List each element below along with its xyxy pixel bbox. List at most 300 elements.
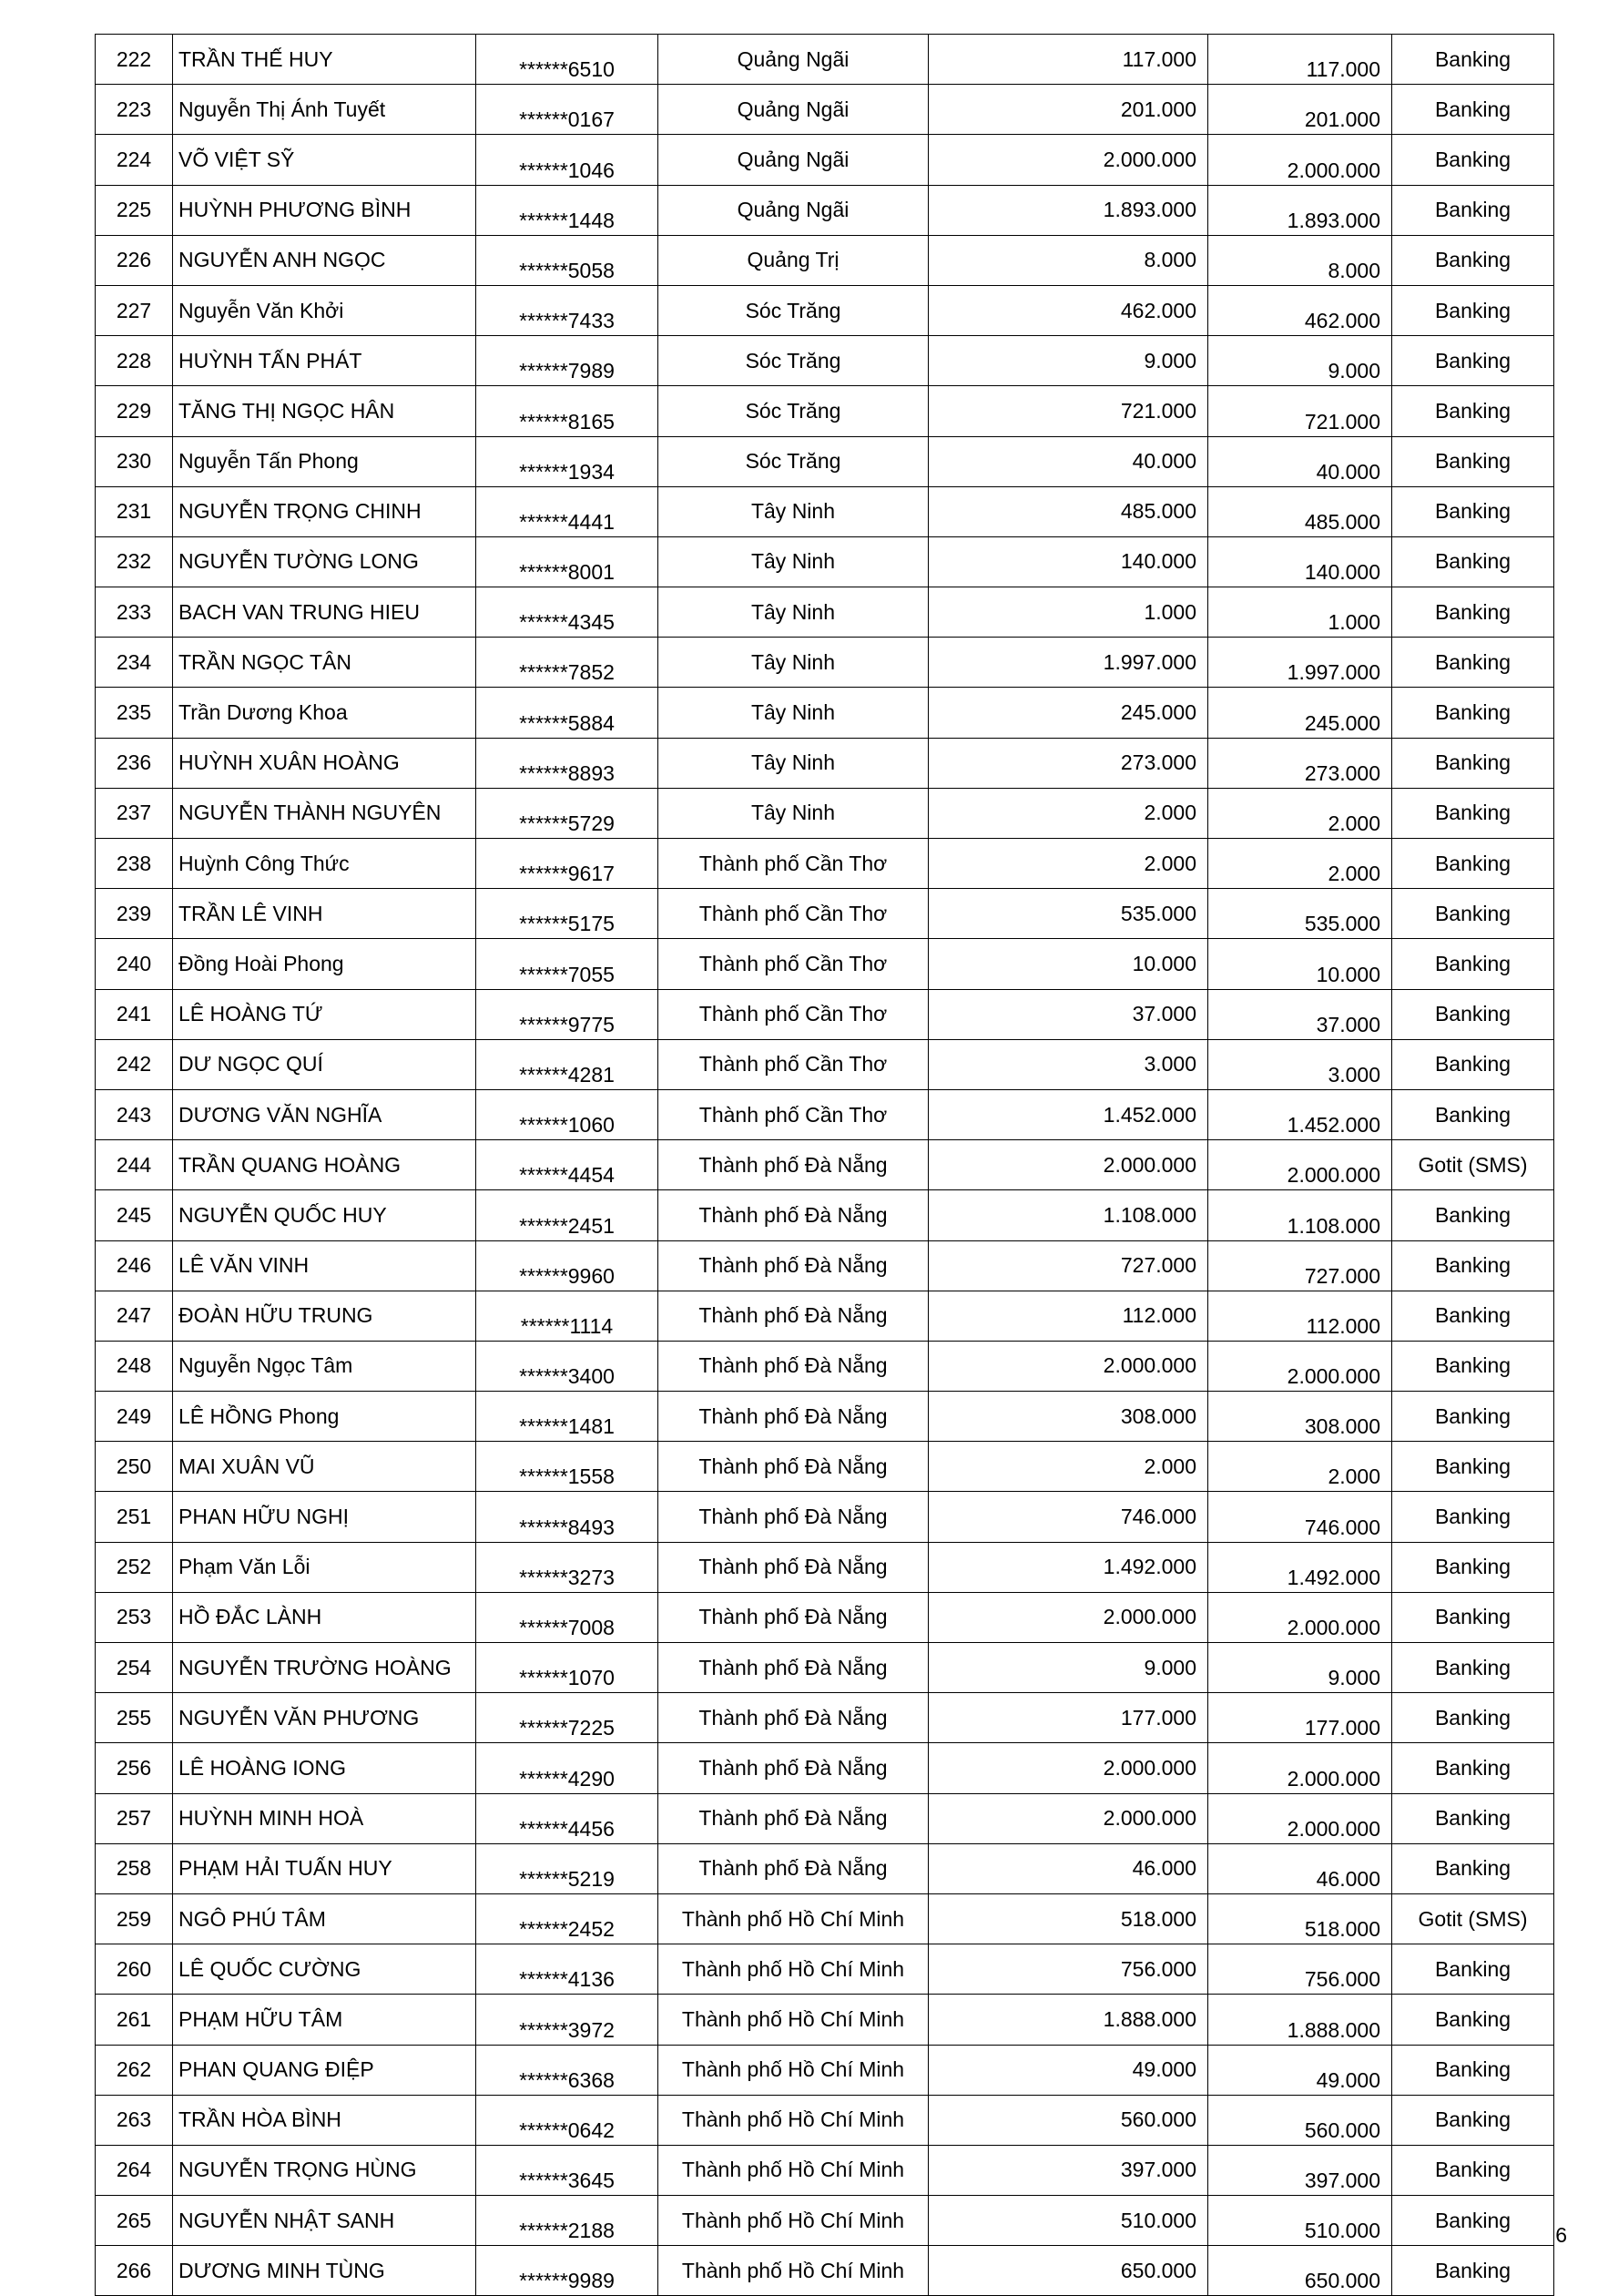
row-number-cell: 255 — [96, 1693, 173, 1743]
phone-cell: ******7852 — [476, 638, 658, 688]
table-row — [96, 1140, 1554, 1190]
paid-amount-cell: 9.000 — [1208, 336, 1392, 386]
table-row — [96, 638, 1554, 688]
name-cell: LÊ HỒNG Phong — [173, 1392, 476, 1442]
amount-cell: 2.000 — [929, 839, 1208, 889]
name-cell: LÊ HOÀNG IONG — [173, 1743, 476, 1793]
row-number-cell: 226 — [96, 235, 173, 285]
table-row — [96, 839, 1554, 889]
payment-method-cell: Banking — [1392, 35, 1554, 85]
amount-cell: 140.000 — [929, 536, 1208, 587]
table-row — [96, 2196, 1554, 2246]
name-cell: TRẦN NGỌC TÂN — [173, 638, 476, 688]
table-row — [96, 889, 1554, 939]
row-number-cell: 240 — [96, 939, 173, 989]
amount-cell: 9.000 — [929, 336, 1208, 386]
amount-cell: 535.000 — [929, 889, 1208, 939]
table-row — [96, 285, 1554, 335]
phone-cell: ******4136 — [476, 1944, 658, 1995]
amount-cell: 177.000 — [929, 1693, 1208, 1743]
amount-cell: 9.000 — [929, 1643, 1208, 1693]
payment-method-cell: Banking — [1392, 1592, 1554, 1642]
row-number-cell: 253 — [96, 1592, 173, 1642]
province-cell: Thành phố Đà Nẵng — [658, 1190, 929, 1240]
phone-cell: ******4454 — [476, 1140, 658, 1190]
province-cell: Thành phố Đà Nẵng — [658, 1743, 929, 1793]
phone-cell: ******7008 — [476, 1592, 658, 1642]
payment-method-cell: Banking — [1392, 638, 1554, 688]
province-cell: Quảng Ngãi — [658, 185, 929, 235]
phone-cell: ******5219 — [476, 1843, 658, 1893]
payment-method-cell: Banking — [1392, 587, 1554, 638]
province-cell: Thành phố Cần Thơ — [658, 889, 929, 939]
paid-amount-cell: 397.000 — [1208, 2145, 1392, 2195]
payment-method-cell: Banking — [1392, 1843, 1554, 1893]
phone-cell: ******9989 — [476, 2246, 658, 2296]
row-number-cell: 236 — [96, 738, 173, 788]
province-cell: Tây Ninh — [658, 688, 929, 738]
payment-method-cell: Banking — [1392, 2196, 1554, 2246]
phone-cell: ******4456 — [476, 1793, 658, 1843]
province-cell: Thành phố Cần Thơ — [658, 989, 929, 1039]
table-row — [96, 1341, 1554, 1391]
province-cell: Thành phố Hồ Chí Minh — [658, 2095, 929, 2145]
paid-amount-cell: 485.000 — [1208, 486, 1392, 536]
name-cell: NGUYỄN VĂN PHƯƠNG — [173, 1693, 476, 1743]
province-cell: Sóc Trăng — [658, 285, 929, 335]
paid-amount-cell: 117.000 — [1208, 35, 1392, 85]
province-cell: Thành phố Đà Nẵng — [658, 1592, 929, 1642]
paid-amount-cell: 1.893.000 — [1208, 185, 1392, 235]
payment-method-cell: Banking — [1392, 85, 1554, 135]
row-number-cell: 233 — [96, 587, 173, 638]
row-number-cell: 259 — [96, 1893, 173, 1944]
paid-amount-cell: 3.000 — [1208, 1039, 1392, 1089]
row-number-cell: 257 — [96, 1793, 173, 1843]
province-cell: Thành phố Hồ Chí Minh — [658, 1944, 929, 1995]
province-cell: Thành phố Đà Nẵng — [658, 1240, 929, 1291]
paid-amount-cell: 8.000 — [1208, 235, 1392, 285]
row-number-cell: 230 — [96, 436, 173, 486]
row-number-cell: 248 — [96, 1341, 173, 1391]
name-cell: HUỲNH XUÂN HOÀNG — [173, 738, 476, 788]
name-cell: VÕ VIỆT SỸ — [173, 135, 476, 185]
province-cell: Thành phố Đà Nẵng — [658, 1341, 929, 1391]
amount-cell: 3.000 — [929, 1039, 1208, 1089]
amount-cell: 727.000 — [929, 1240, 1208, 1291]
name-cell: NGUYỄN TƯỜNG LONG — [173, 536, 476, 587]
paid-amount-cell: 37.000 — [1208, 989, 1392, 1039]
paid-amount-cell: 1.492.000 — [1208, 1542, 1392, 1592]
row-number-cell: 235 — [96, 688, 173, 738]
province-cell: Quảng Trị — [658, 235, 929, 285]
phone-cell: ******1070 — [476, 1643, 658, 1693]
province-cell: Thành phố Hồ Chí Minh — [658, 1893, 929, 1944]
name-cell: Nguyễn Tấn Phong — [173, 436, 476, 486]
name-cell: TĂNG THỊ NGỌC HÂN — [173, 386, 476, 436]
table-row — [96, 2095, 1554, 2145]
payment-method-cell: Banking — [1392, 1341, 1554, 1391]
amount-cell: 112.000 — [929, 1291, 1208, 1341]
phone-cell: ******1114 — [476, 1291, 658, 1341]
row-number-cell: 251 — [96, 1492, 173, 1542]
province-cell: Sóc Trăng — [658, 436, 929, 486]
name-cell: PHAN HỮU NGHỊ — [173, 1492, 476, 1542]
amount-cell: 46.000 — [929, 1843, 1208, 1893]
amount-cell: 2.000.000 — [929, 1743, 1208, 1793]
paid-amount-cell: 727.000 — [1208, 1240, 1392, 1291]
name-cell: PHAN QUANG ĐIỆP — [173, 2045, 476, 2095]
amount-cell: 485.000 — [929, 486, 1208, 536]
payment-method-cell: Banking — [1392, 688, 1554, 738]
name-cell: NGUYỄN QUỐC HUY — [173, 1190, 476, 1240]
paid-amount-cell: 2.000 — [1208, 1442, 1392, 1492]
row-number-cell: 225 — [96, 185, 173, 235]
province-cell: Thành phố Hồ Chí Minh — [658, 1995, 929, 2045]
name-cell: NGUYỄN TRƯỜNG HOÀNG — [173, 1643, 476, 1693]
province-cell: Thành phố Đà Nẵng — [658, 1140, 929, 1190]
amount-cell: 1.452.000 — [929, 1089, 1208, 1139]
payment-method-cell: Banking — [1392, 1089, 1554, 1139]
table-row — [96, 1240, 1554, 1291]
paid-amount-cell: 2.000.000 — [1208, 1592, 1392, 1642]
amount-cell: 756.000 — [929, 1944, 1208, 1995]
payment-method-cell: Banking — [1392, 1240, 1554, 1291]
amount-cell: 1.893.000 — [929, 185, 1208, 235]
paid-amount-cell: 201.000 — [1208, 85, 1392, 135]
phone-cell: ******3645 — [476, 2145, 658, 2195]
paid-amount-cell: 746.000 — [1208, 1492, 1392, 1542]
paid-amount-cell: 2.000.000 — [1208, 1743, 1392, 1793]
phone-cell: ******8893 — [476, 738, 658, 788]
name-cell: MAI XUÂN VŨ — [173, 1442, 476, 1492]
province-cell: Thành phố Hồ Chí Minh — [658, 2145, 929, 2195]
table-row — [96, 135, 1554, 185]
row-number-cell: 256 — [96, 1743, 173, 1793]
name-cell: NGUYỄN NHẬT SANH — [173, 2196, 476, 2246]
province-cell: Thành phố Đà Nẵng — [658, 1643, 929, 1693]
table-row — [96, 1843, 1554, 1893]
paid-amount-cell: 1.452.000 — [1208, 1089, 1392, 1139]
table-row — [96, 1190, 1554, 1240]
paid-amount-cell: 10.000 — [1208, 939, 1392, 989]
table-row — [96, 1542, 1554, 1592]
province-cell: Thành phố Đà Nẵng — [658, 1693, 929, 1743]
phone-cell: ******1558 — [476, 1442, 658, 1492]
payment-method-cell: Gotit (SMS) — [1392, 1140, 1554, 1190]
province-cell: Tây Ninh — [658, 788, 929, 838]
phone-cell: ******2451 — [476, 1190, 658, 1240]
payment-method-cell: Banking — [1392, 1793, 1554, 1843]
payment-method-cell: Banking — [1392, 1291, 1554, 1341]
row-number-cell: 239 — [96, 889, 173, 939]
province-cell: Thành phố Hồ Chí Minh — [658, 2045, 929, 2095]
phone-cell: ******7225 — [476, 1693, 658, 1743]
table-body — [96, 35, 1554, 2296]
table-row — [96, 788, 1554, 838]
row-number-cell: 260 — [96, 1944, 173, 1995]
paid-amount-cell: 46.000 — [1208, 1843, 1392, 1893]
name-cell: TRẦN QUANG HOÀNG — [173, 1140, 476, 1190]
page-number: 6 — [1555, 2223, 1567, 2247]
phone-cell: ******5884 — [476, 688, 658, 738]
amount-cell: 117.000 — [929, 35, 1208, 85]
paid-amount-cell: 140.000 — [1208, 536, 1392, 587]
row-number-cell: 228 — [96, 336, 173, 386]
phone-cell: ******7433 — [476, 285, 658, 335]
amount-cell: 2.000.000 — [929, 1592, 1208, 1642]
payment-method-cell: Banking — [1392, 1542, 1554, 1592]
phone-cell: ******8001 — [476, 536, 658, 587]
payment-method-cell: Banking — [1392, 1643, 1554, 1693]
paid-amount-cell: 49.000 — [1208, 2045, 1392, 2095]
table-row — [96, 1291, 1554, 1341]
phone-cell: ******1448 — [476, 185, 658, 235]
amount-cell: 2.000.000 — [929, 135, 1208, 185]
payment-method-cell: Banking — [1392, 738, 1554, 788]
province-cell: Thành phố Đà Nẵng — [658, 1542, 929, 1592]
province-cell: Thành phố Đà Nẵng — [658, 1492, 929, 1542]
phone-cell: ******7055 — [476, 939, 658, 989]
paid-amount-cell: 721.000 — [1208, 386, 1392, 436]
paid-amount-cell: 40.000 — [1208, 436, 1392, 486]
phone-cell: ******3273 — [476, 1542, 658, 1592]
table-row — [96, 1089, 1554, 1139]
payment-method-cell: Banking — [1392, 2045, 1554, 2095]
paid-amount-cell: 2.000.000 — [1208, 1341, 1392, 1391]
row-number-cell: 245 — [96, 1190, 173, 1240]
name-cell: Đồng Hoài Phong — [173, 939, 476, 989]
payment-method-cell: Banking — [1392, 386, 1554, 436]
phone-cell: ******5175 — [476, 889, 658, 939]
paid-amount-cell: 535.000 — [1208, 889, 1392, 939]
amount-cell: 1.492.000 — [929, 1542, 1208, 1592]
name-cell: ĐOÀN HỮU TRUNG — [173, 1291, 476, 1341]
payment-method-cell: Banking — [1392, 2145, 1554, 2195]
payment-method-cell: Banking — [1392, 1039, 1554, 1089]
amount-cell: 397.000 — [929, 2145, 1208, 2195]
name-cell: NGUYỄN THÀNH NGUYÊN — [173, 788, 476, 838]
phone-cell: ******3400 — [476, 1341, 658, 1391]
name-cell: LÊ HOÀNG TỨ — [173, 989, 476, 1039]
table-row — [96, 1492, 1554, 1542]
payment-method-cell: Banking — [1392, 135, 1554, 185]
paid-amount-cell: 1.000 — [1208, 587, 1392, 638]
row-number-cell: 265 — [96, 2196, 173, 2246]
table-row — [96, 1743, 1554, 1793]
paid-amount-cell: 9.000 — [1208, 1643, 1392, 1693]
row-number-cell: 254 — [96, 1643, 173, 1693]
row-number-cell: 258 — [96, 1843, 173, 1893]
payment-method-cell: Gotit (SMS) — [1392, 1893, 1554, 1944]
paid-amount-cell: 308.000 — [1208, 1392, 1392, 1442]
table-row — [96, 1039, 1554, 1089]
amount-cell: 518.000 — [929, 1893, 1208, 1944]
province-cell: Sóc Trăng — [658, 336, 929, 386]
table-row — [96, 688, 1554, 738]
amount-cell: 273.000 — [929, 738, 1208, 788]
phone-cell: ******1934 — [476, 436, 658, 486]
phone-cell: ******9960 — [476, 1240, 658, 1291]
table-row — [96, 536, 1554, 587]
table-row — [96, 738, 1554, 788]
row-number-cell: 244 — [96, 1140, 173, 1190]
name-cell: Nguyễn Văn Khởi — [173, 285, 476, 335]
row-number-cell: 241 — [96, 989, 173, 1039]
payment-method-cell: Banking — [1392, 889, 1554, 939]
table-row — [96, 185, 1554, 235]
table-row — [96, 1643, 1554, 1693]
amount-cell: 1.108.000 — [929, 1190, 1208, 1240]
province-cell: Tây Ninh — [658, 536, 929, 587]
table-row — [96, 2045, 1554, 2095]
table-row — [96, 939, 1554, 989]
paid-amount-cell: 560.000 — [1208, 2095, 1392, 2145]
province-cell: Thành phố Cần Thơ — [658, 1089, 929, 1139]
payment-method-cell: Banking — [1392, 989, 1554, 1039]
payment-method-cell: Banking — [1392, 1392, 1554, 1442]
row-number-cell: 262 — [96, 2045, 173, 2095]
table-row — [96, 989, 1554, 1039]
paid-amount-cell: 518.000 — [1208, 1893, 1392, 1944]
name-cell: DƯƠNG MINH TÙNG — [173, 2246, 476, 2296]
amount-cell: 746.000 — [929, 1492, 1208, 1542]
table-row — [96, 587, 1554, 638]
payment-method-cell: Banking — [1392, 1693, 1554, 1743]
amount-cell: 2.000 — [929, 1442, 1208, 1492]
province-cell: Quảng Ngãi — [658, 85, 929, 135]
phone-cell: ******7989 — [476, 336, 658, 386]
amount-cell: 8.000 — [929, 235, 1208, 285]
row-number-cell: 223 — [96, 85, 173, 135]
province-cell: Thành phố Cần Thơ — [658, 939, 929, 989]
amount-cell: 37.000 — [929, 989, 1208, 1039]
row-number-cell: 264 — [96, 2145, 173, 2195]
payment-method-cell: Banking — [1392, 486, 1554, 536]
row-number-cell: 246 — [96, 1240, 173, 1291]
name-cell: DƯƠNG VĂN NGHĨA — [173, 1089, 476, 1139]
row-number-cell: 222 — [96, 35, 173, 85]
province-cell: Thành phố Cần Thơ — [658, 1039, 929, 1089]
phone-cell: ******0167 — [476, 85, 658, 135]
table-row — [96, 1392, 1554, 1442]
province-cell: Thành phố Hồ Chí Minh — [658, 2246, 929, 2296]
payment-method-cell: Banking — [1392, 1743, 1554, 1793]
paid-amount-cell: 273.000 — [1208, 738, 1392, 788]
row-number-cell: 237 — [96, 788, 173, 838]
phone-cell: ******4290 — [476, 1743, 658, 1793]
name-cell: TRẦN THẾ HUY — [173, 35, 476, 85]
payment-method-cell: Banking — [1392, 1190, 1554, 1240]
name-cell: BACH VAN TRUNG HIEU — [173, 587, 476, 638]
table-row — [96, 336, 1554, 386]
row-number-cell: 250 — [96, 1442, 173, 1492]
paid-amount-cell: 112.000 — [1208, 1291, 1392, 1341]
amount-cell: 49.000 — [929, 2045, 1208, 2095]
phone-cell: ******0642 — [476, 2095, 658, 2145]
phone-cell: ******2188 — [476, 2196, 658, 2246]
province-cell: Thành phố Cần Thơ — [658, 839, 929, 889]
payment-method-cell: Banking — [1392, 2246, 1554, 2296]
row-number-cell: 224 — [96, 135, 173, 185]
paid-amount-cell: 2.000.000 — [1208, 1793, 1392, 1843]
amount-cell: 10.000 — [929, 939, 1208, 989]
province-cell: Thành phố Đà Nẵng — [658, 1793, 929, 1843]
name-cell: Huỳnh Công Thức — [173, 839, 476, 889]
name-cell: Trần Dương Khoa — [173, 688, 476, 738]
name-cell: Nguyễn Ngọc Tâm — [173, 1341, 476, 1391]
phone-cell: ******8493 — [476, 1492, 658, 1542]
table-row — [96, 1793, 1554, 1843]
paid-amount-cell: 2.000 — [1208, 788, 1392, 838]
amount-cell: 40.000 — [929, 436, 1208, 486]
payment-method-cell: Banking — [1392, 285, 1554, 335]
province-cell: Tây Ninh — [658, 638, 929, 688]
phone-cell: ******8165 — [476, 386, 658, 436]
row-number-cell: 252 — [96, 1542, 173, 1592]
row-number-cell: 227 — [96, 285, 173, 335]
name-cell: NGÔ PHÚ TÂM — [173, 1893, 476, 1944]
phone-cell: ******3972 — [476, 1995, 658, 2045]
amount-cell: 2.000.000 — [929, 1140, 1208, 1190]
payment-method-cell: Banking — [1392, 788, 1554, 838]
payment-method-cell: Banking — [1392, 536, 1554, 587]
table-row — [96, 1693, 1554, 1743]
paid-amount-cell: 510.000 — [1208, 2196, 1392, 2246]
table-row — [96, 85, 1554, 135]
payment-method-cell: Banking — [1392, 185, 1554, 235]
row-number-cell: 261 — [96, 1995, 173, 2045]
name-cell: LÊ QUỐC CƯỜNG — [173, 1944, 476, 1995]
amount-cell: 2.000.000 — [929, 1341, 1208, 1391]
amount-cell: 1.888.000 — [929, 1995, 1208, 2045]
paid-amount-cell: 756.000 — [1208, 1944, 1392, 1995]
row-number-cell: 247 — [96, 1291, 173, 1341]
phone-cell: ******1481 — [476, 1392, 658, 1442]
row-number-cell: 238 — [96, 839, 173, 889]
payment-method-cell: Banking — [1392, 2095, 1554, 2145]
phone-cell: ******1060 — [476, 1089, 658, 1139]
amount-cell: 201.000 — [929, 85, 1208, 135]
amount-cell: 308.000 — [929, 1392, 1208, 1442]
phone-cell: ******6510 — [476, 35, 658, 85]
row-number-cell: 231 — [96, 486, 173, 536]
paid-amount-cell: 650.000 — [1208, 2246, 1392, 2296]
amount-cell: 245.000 — [929, 688, 1208, 738]
table-row — [96, 1442, 1554, 1492]
province-cell: Tây Ninh — [658, 587, 929, 638]
name-cell: HUỲNH TẤN PHÁT — [173, 336, 476, 386]
name-cell: DƯ NGỌC QUÍ — [173, 1039, 476, 1089]
row-number-cell: 242 — [96, 1039, 173, 1089]
payment-method-cell: Banking — [1392, 1944, 1554, 1995]
province-cell: Thành phố Đà Nẵng — [658, 1392, 929, 1442]
amount-cell: 650.000 — [929, 2246, 1208, 2296]
payment-method-cell: Banking — [1392, 235, 1554, 285]
name-cell: Nguyễn Thị Ánh Tuyết — [173, 85, 476, 135]
name-cell: NGUYỄN TRỌNG CHINH — [173, 486, 476, 536]
paid-amount-cell: 177.000 — [1208, 1693, 1392, 1743]
province-cell: Thành phố Đà Nẵng — [658, 1843, 929, 1893]
name-cell: TRẦN HÒA BÌNH — [173, 2095, 476, 2145]
paid-amount-cell: 1.108.000 — [1208, 1190, 1392, 1240]
phone-cell: ******6368 — [476, 2045, 658, 2095]
amount-cell: 1.000 — [929, 587, 1208, 638]
recipients-table — [95, 34, 1554, 2296]
phone-cell: ******4345 — [476, 587, 658, 638]
table-row — [96, 486, 1554, 536]
name-cell: HUỲNH MINH HOÀ — [173, 1793, 476, 1843]
